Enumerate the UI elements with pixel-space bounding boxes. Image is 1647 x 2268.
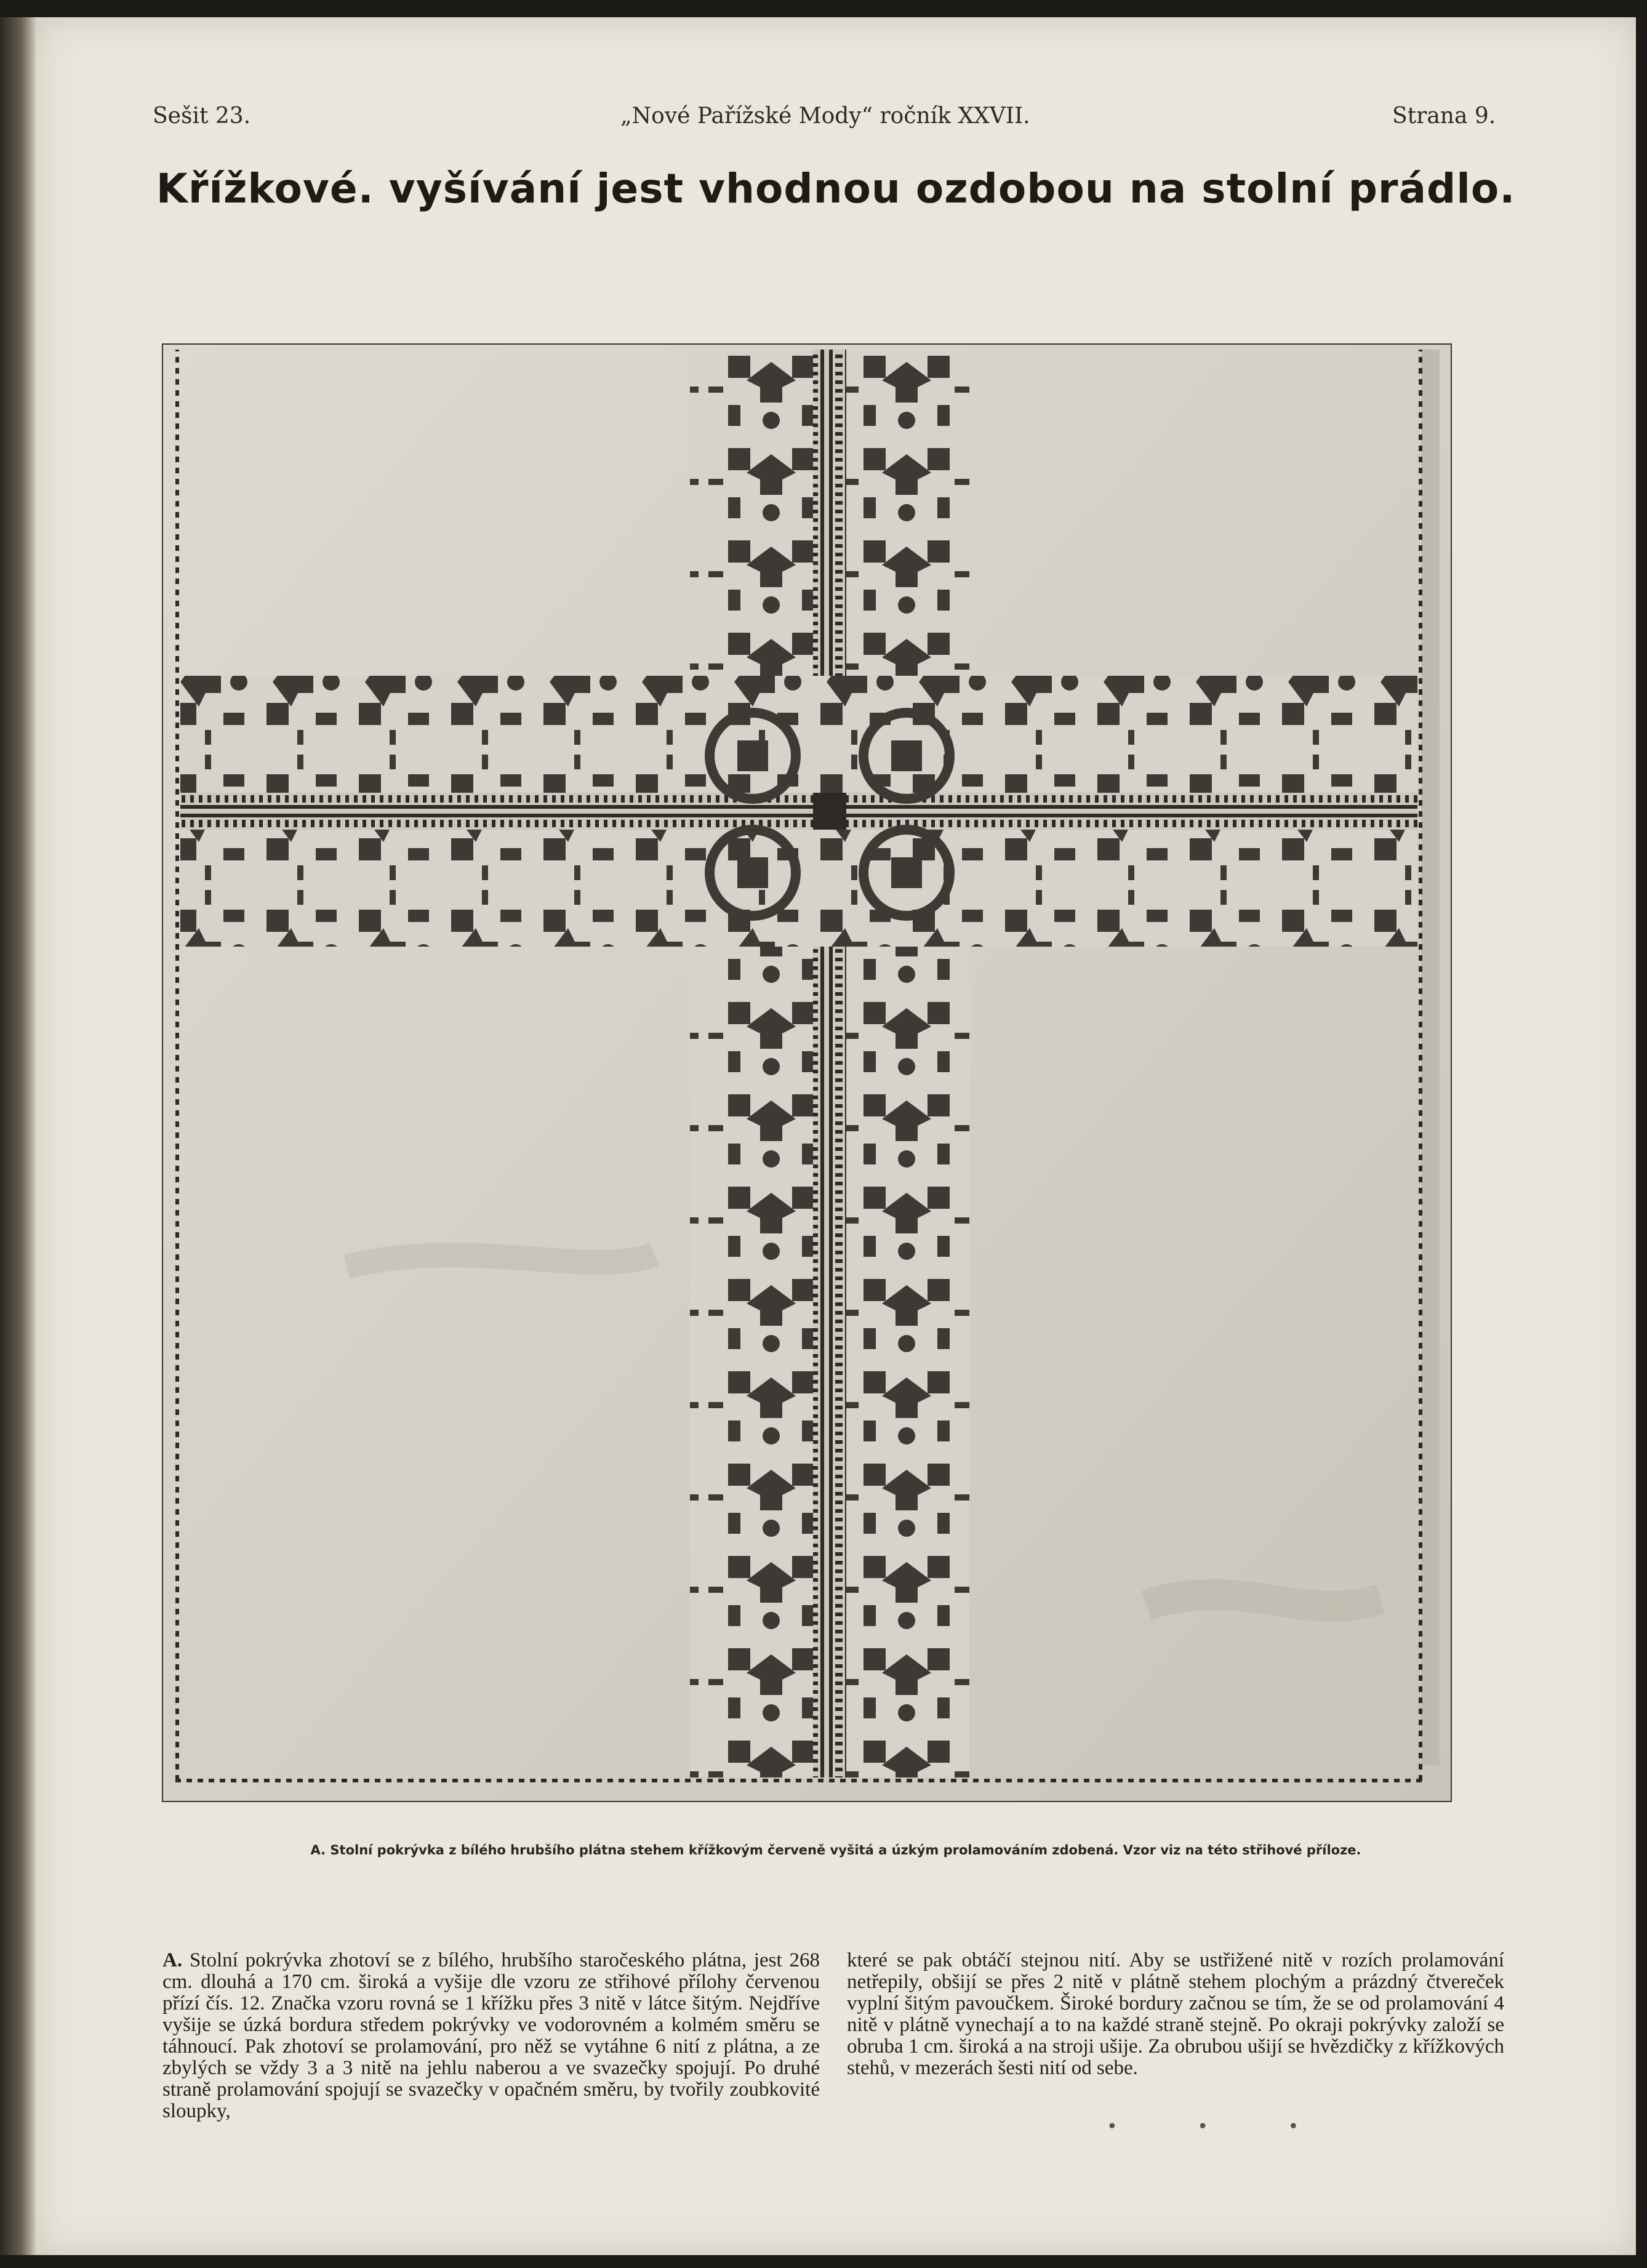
binding-gutter: [0, 17, 36, 2255]
figure-caption: A. Stolní pokrývka z bílého hrubšího plátna stehem křížkovým červeně vyšitá a úzkým prolamováním zdobená. Vzor viz na této střihové příloze.: [310, 1843, 1361, 1857]
article-title: Křížkové. vyšívání jest vhodnou ozdobou na stolní prádlo.: [156, 165, 1516, 212]
article-column-left: [162, 1950, 820, 2122]
magazine-title: „Nové Pařížské Mody“ ročník XXVII.: [620, 103, 1030, 129]
end-ornament: • • •: [1107, 2116, 1336, 2138]
cross-stitch-tablecloth-photo: [162, 343, 1452, 1802]
issue-number: Sešit 23.: [153, 103, 251, 129]
page-number: Strana 9.: [1392, 103, 1496, 129]
article-column-right: které se pak obtáčí stejnou nití. Aby se ustřižené nitě v rozích prolamování netřepily, obšijí se přes 2 nitě v plátně stehem plochým a prázdný čtvereček vyplní šitým pavoučkem. Široké bordury začnou se tím, že se od prolamování 4 nitě v plátně vynechají a to na každé straně stejně. Po okraji pokrývky založí se obruba 1 cm. široká a na stroji ušije. Za obrubou ušijí se hvězdičky z křížkových stehů, v mezerách šesti nití od sebe.: [847, 1949, 1504, 2079]
magazine-page: [36, 17, 1636, 2255]
article-text-left: Stolní pokrývka zhotoví se z bílého, hrubšího staročeského plátna, jest 268 cm. dlouhá a 170 cm. široká a vyšije dle vzoru ze střihové přílohy červenou přízí čís. 12. Značka vzoru rovná se 1 křížku přes 3 nitě v látce šitým. Nejdříve vyšije se úzká bordura středem pokrývky ve vodorovném a kolmém směru se táhnoucí. Pak zhotoví se prolamování, pro něž se vytáhne 6 nití z plátna, a ze zbylých se vždy 3 a 3 nitě na jehlu naberou a ve svazečky spojují. Po druhé straně prolamování spojují se svazečky v opačném směru, by tvořily zoubkovité sloupky,: [162, 1949, 820, 2122]
article-lead-letter: A.: [162, 1949, 183, 1971]
